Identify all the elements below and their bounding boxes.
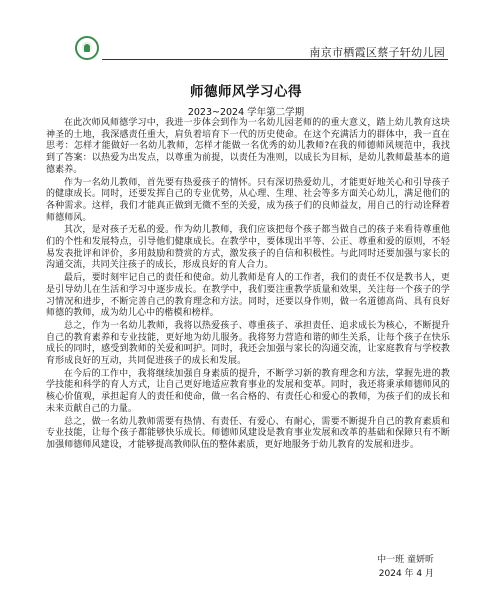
- paragraph: 其次，是对孩子无私的爱。作为幼儿教师，我们应该把每个孩子都当做自己的孩子来看待尊重他们的个性和发展特点，引导他们健康成长。在教学中，要体现出平等、公正、尊重和爱的原则，不轻易发表批评和评价，多用鼓励和赞赏的方式，激发孩子的自信和积极性。与此同时还要加强与家长的沟通交流，共同关注孩子的成长，形成良好的育人合力。: [46, 225, 450, 271]
- paragraph: 总之，作为一名幼儿教师，我将以热爱孩子、尊重孩子、承担责任、追求成长为核心，不断提升自己的教育素养和专业技能，更好地为幼儿服务。我将努力营造和谐的师生关系，让每个孩子在快乐成长的同时，感受到教师的关爱和呵护。同时，我还会加强与家长的沟通交流，让家庭教育与学校教育形成良好的互动，共同促进孩子的成长和发展。: [46, 320, 450, 367]
- paragraph: 总之，做一名幼儿教师需要有热情、有责任、有爱心、有耐心，需要不断提升自己的教育素质和专业技能，让每个孩子都能够快乐成长。师德师风建设是教育事业发展和改革的基础和保障只有不断加强师德师风建设，才能够提高教师队伍的整体素质，更好地服务于幼儿教育的发展和进步。: [46, 416, 450, 450]
- paragraph: 最后，要时刻牢记自己的责任和使命。幼儿教师是育人的工作者，我们的责任不仅是教书人，更是引导幼儿在生活和学习中逐步成长。在教学中，我们要注重教学质量和效果，关注每一个孩子的学习情况和进步，不断完善自己的教育理念和方法。同时，还要以身作则，做一名道德高尚、具有良好师德的教师，成为幼儿心中的楷模和榜样。: [46, 273, 450, 319]
- school-name: 南京市栖霞区蔡子轩幼儿园: [309, 46, 445, 59]
- document-header: [0, 0, 492, 68]
- school-logo-icon: [75, 36, 99, 60]
- document-body: [46, 118, 450, 453]
- document-title: 师德师风学习心得: [190, 84, 302, 100]
- author-line: 中一班 童妍昕: [377, 555, 434, 565]
- header-divider: [102, 59, 448, 60]
- paragraph: 在今后的工作中，我将继续加强自身素质的提升，不断学习新的教育理念和方法，掌握先进的教学技能和科学的育人方式，让自己更好地适应教育事业的发展和变革。同时，我还将秉承师德师风的核心价值观，承担起育人的责任和使命，做一名合格的、有责任心和爱心的教师，为孩子们的成长和未来贡献自己的力量。: [46, 368, 450, 414]
- document-subtitle: 2023~2024 学年第二学期: [187, 107, 305, 118]
- date-line: 2024 年 4 月: [378, 569, 434, 579]
- signature-block: [377, 553, 434, 581]
- paragraph: 作为一名幼儿教师，首先要有热爱孩子的情怀。只有深切热爱幼儿，才能更好地关心和引导孩子的健康成长。同时，还要发挥自己的专业优势，从心理、生理、社会等多方面关心幼儿，满足他们的各种需求。这样，我们才能真正做到无微不至的关爱，成为孩子们的良师益友，用自己的行动诠释着师德师风。: [46, 177, 450, 223]
- paragraph: 在此次师风师德学习中，我进一步体会到作为一名幼儿园老师的的重大意义，踏上幼儿教育这块神圣的土地，我深感责任重大，肩负着培育下一代的历史使命。在这个充满活力的群体中，我一直在思考：怎样才能做好一名幼儿教师，怎样才能做一名优秀的幼儿教师?在我的师德师风规范中，我找到了答案：以热爱为出发点，以尊重为前提，以责任为准则，以成长为目标，是幼儿教师最基本的道德素养。: [46, 118, 450, 175]
